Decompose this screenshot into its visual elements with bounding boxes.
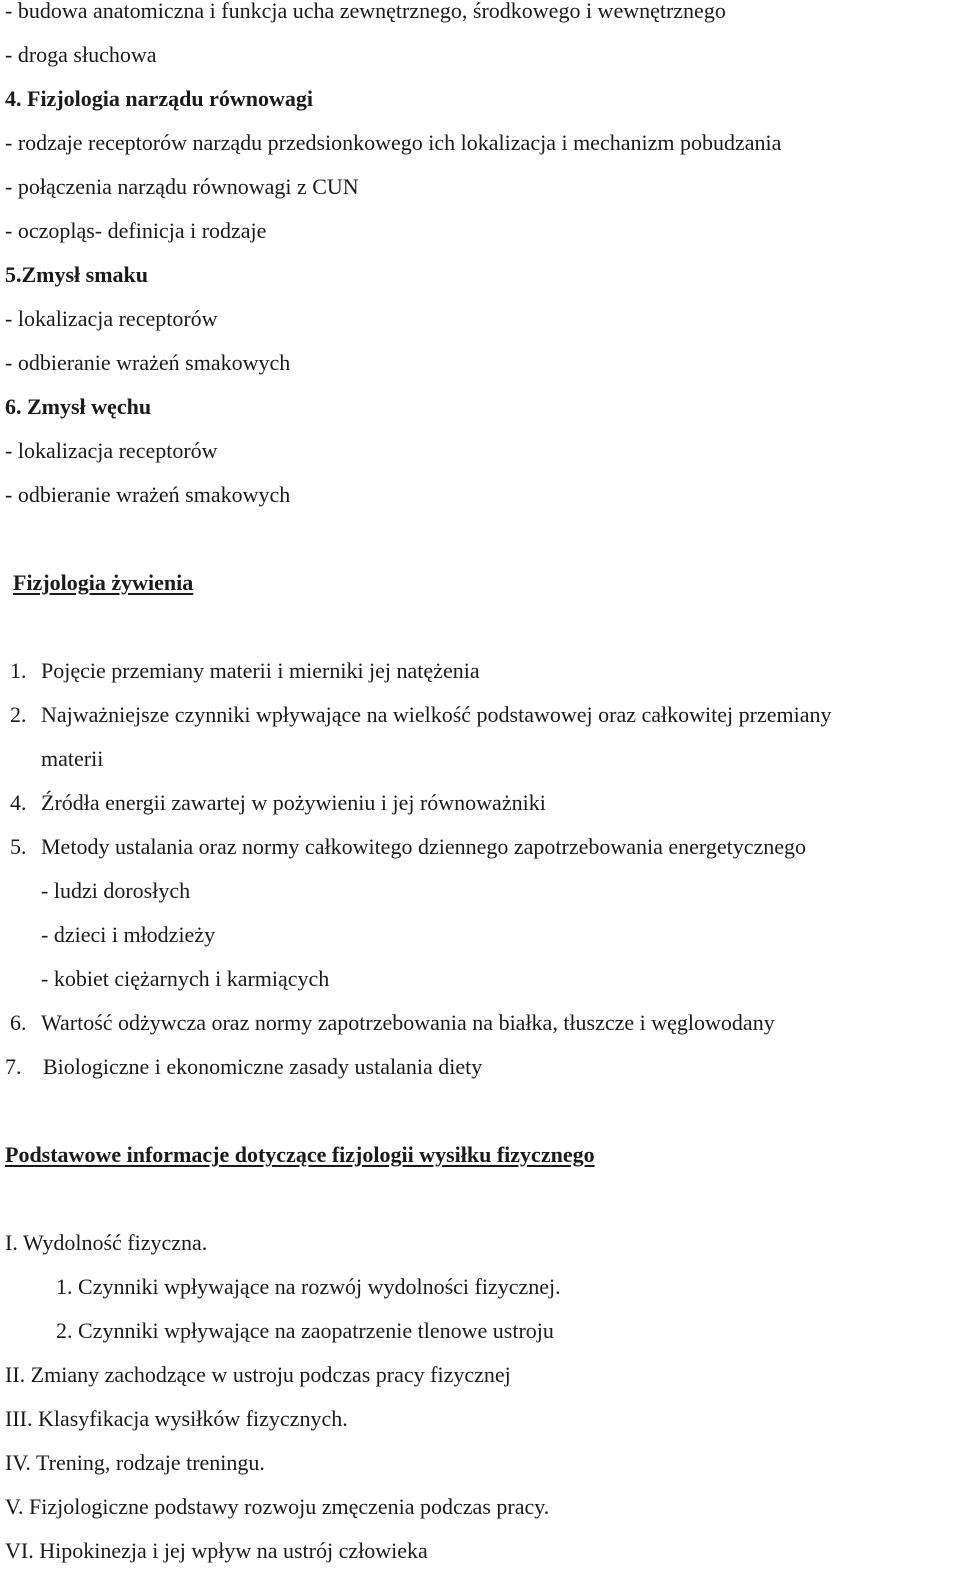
list-item: Pojęcie przemiany materii i mierniki jej natężenia (41, 658, 480, 683)
text-line: V. Fizjologiczne podstawy rozwoju zmęczenia podczas pracy. (5, 1494, 550, 1519)
list-item: - kobiet ciężarnych i karmiących (41, 966, 330, 991)
text-line: - rodzaje receptorów narządu przedsionkowego ich lokalizacja i mechanizm pobudzania (5, 130, 782, 155)
exercise-heading: Podstawowe informacje dotyczące fizjologii wysiłku fizycznego (5, 1142, 595, 1167)
list-item: Źródła energii zawartej w pożywieniu i jej równoważniki (41, 790, 546, 815)
text-line: 2. Czynniki wpływające na zaopatrzenie tlenowe ustroju (56, 1318, 554, 1343)
text-line: III. Klasyfikacja wysiłków fizycznych. (5, 1406, 348, 1431)
text-line: 1. Czynniki wpływające na rozwój wydolności fizycznej. (56, 1274, 561, 1299)
text-line: I. Wydolność fizyczna. (5, 1230, 208, 1255)
text-line: II. Zmiany zachodzące w ustroju podczas pracy fizycznej (5, 1362, 511, 1387)
text-line: - odbieranie wrażeń smakowych (5, 350, 291, 375)
text-line: - lokalizacja receptorów (5, 438, 218, 463)
list-number: 1. (10, 658, 27, 683)
text-line: VI. Hipokinezja i jej wpływ na ustrój człowieka (5, 1538, 428, 1563)
section-heading: 4. Fizjologia narządu równowagi (5, 86, 313, 111)
list-item: Biologiczne i ekonomiczne zasady ustalania diety (43, 1054, 483, 1079)
list-item: Najważniejsze czynniki wpływające na wielkość podstawowej oraz całkowitej przemiany (41, 702, 832, 727)
list-number: 2. (10, 702, 27, 727)
text-line: - połączenia narządu równowagi z CUN (5, 174, 359, 199)
list-number: 5. (10, 834, 27, 859)
text-line: - lokalizacja receptorów (5, 306, 218, 331)
section-heading: 6. Zmysł węchu (5, 394, 152, 419)
list-item: Wartość odżywcza oraz normy zapotrzebowania na białka, tłuszcze i węglowodany (41, 1010, 775, 1035)
list-item: - ludzi dorosłych (41, 878, 191, 903)
list-number: 7. (5, 1054, 22, 1079)
text-line: IV. Trening, rodzaje treningu. (5, 1450, 265, 1475)
list-number: 6. (10, 1010, 27, 1035)
text-line: - oczopląs- definicja i rodzaje (5, 218, 267, 243)
list-item: - dzieci i młodzieży (41, 922, 216, 947)
list-item: Metody ustalania oraz normy całkowitego dziennego zapotrzebowania energetycznego (41, 834, 807, 859)
text-line: - droga słuchowa (5, 42, 157, 67)
list-item: materii (41, 746, 104, 771)
section-heading: 5.Zmysł smaku (5, 262, 149, 287)
text-line: - budowa anatomiczna i funkcja ucha zewnętrznego, środkowego i wewnętrznego (5, 0, 726, 23)
nutrition-heading: Fizjologia żywienia (13, 570, 194, 595)
list-number: 4. (10, 790, 27, 815)
text-line: - odbieranie wrażeń smakowych (5, 482, 291, 507)
